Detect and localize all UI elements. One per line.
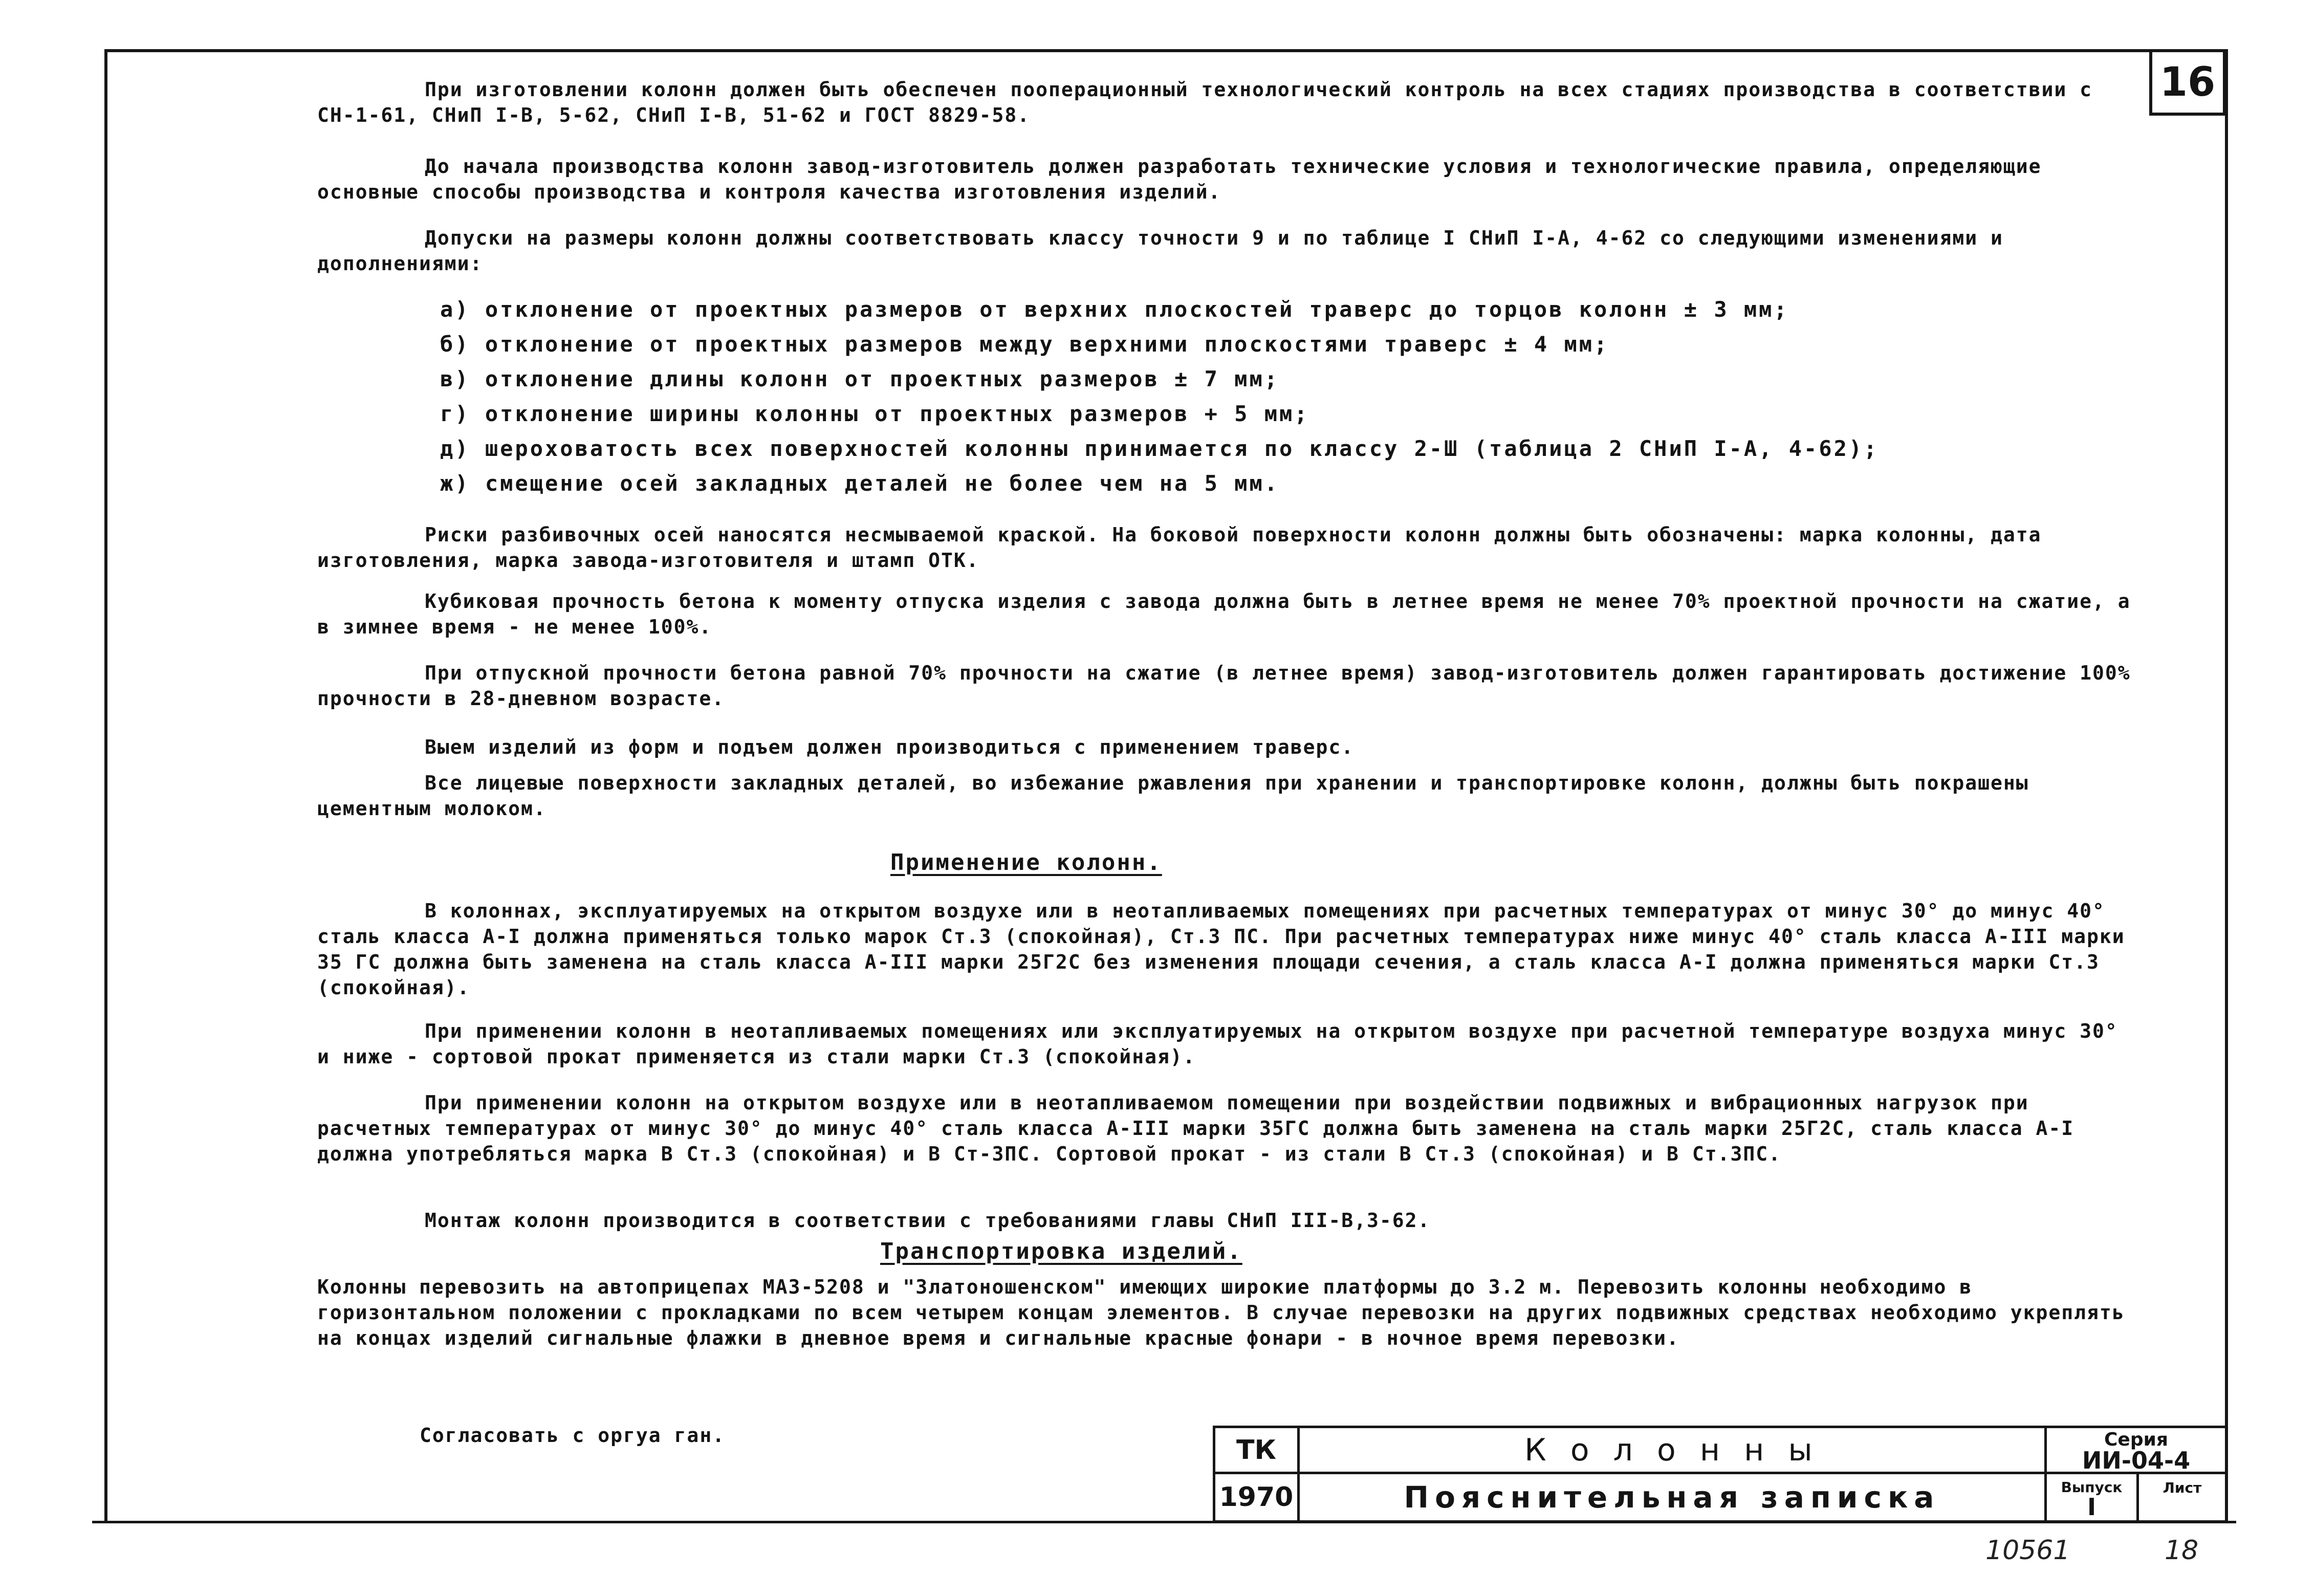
paragraph-application-steel: В колоннах, эксплуатируемых на открытом воздухе или в неотапливаемых помещениях при расчетных температурах от минус 30° до минус 40° сталь класса А-I должна применяться только марок Ст.3 (спокойная), Ст.3 ПС. При расчетных температурах ниже минус 40° сталь класса А-III марки 35 ГС должна быть заменена на сталь класса А-III марки 25Г2С без изменения площади сечения, а сталь класса А-I должна применяться марки Ст.3 (спокойная).	[317, 900, 2138, 999]
page-count: 18	[2165, 1535, 2199, 1566]
tolerance-item: а) отклонение от проектных размеров от верхних плоскостей траверс до торцов колонн ± 3 мм;	[440, 297, 1789, 322]
paragraph-application-rolled: При применении колонн в неотапливаемых помещениях или эксплуатируемых на открытом воздухе при расчетной температуре воздуха минус 30° и ниже - сортовой прокат применяется из стали марки Ст.3 (спокойная).	[317, 1020, 2131, 1068]
agreement-note: Согласовать с оргуа ган.	[420, 1424, 726, 1447]
paragraph-mounting: Монтаж колонн производится в соответствии с требованиями главы СНиП III-В,3-62.	[425, 1209, 1431, 1232]
title-block-issue	[2044, 1472, 2139, 1523]
section-heading-transport: Транспортировка изделий.	[880, 1238, 1242, 1264]
series-label: Серия	[2104, 1429, 2168, 1450]
tolerance-item: д) шероховатость всех поверхностей колонны принимается по классу 2-Ш (таблица 2 СНиП I-А, 4-62);	[440, 436, 1879, 461]
tolerance-item: б) отклонение от проектных размеров между верхними плоскостями траверс ± 4 мм;	[440, 332, 1609, 357]
tolerance-item: г) отклонение ширины колонны от проектных размеров + 5 мм;	[440, 401, 1309, 426]
paragraph-lifting: Выем изделий из форм и подъем должен производиться с применением траверс.	[425, 736, 1355, 758]
tolerance-item: ж) смещение осей закладных деталей не более чем на 5 мм.	[440, 471, 1280, 496]
paragraph-coating: Все лицевые поверхности закладных деталей, во избежание ржавления при хранении и транспортировке колонн, должны быть покрашены цементным молоком.	[317, 772, 2042, 820]
paragraph-strength: Кубиковая прочность бетона к моменту отпуска изделия с завода должна быть в летнее время не менее 70% проектной прочности на сжатие, а в зимнее время - не менее 100%.	[317, 590, 2144, 638]
title-block-org: ТК	[1213, 1426, 1300, 1474]
title-block-title: К о л о н н ы	[1297, 1426, 2047, 1474]
series-value: ИИ-04-4	[2082, 1446, 2191, 1474]
paragraph-transport: Колонны перевозить на автоприцепах МАЗ-5208 и "Златоношенском" имеющих широкие платформы до 3.2 м. Перевозить колонны необходимо в горизонтальном положении с прокладками по всем четырем концам элементов. В случае перевозки на других подвижных средствах необходимо укреплять на концах изделий сигнальные флажки в дневное время и сигнальные красные фонари - в ночное время перевозки.	[317, 1276, 2138, 1349]
paragraph-markings: Риски разбивочных осей наносятся несмываемой краской. На боковой поверхности колонн должны быть обозначены: марка колонны, дата изготовления, марка завода-изготовителя и штамп ОТК.	[317, 523, 2055, 572]
sheet-number: 16	[2149, 49, 2226, 116]
archive-number: 10561	[1985, 1535, 2070, 1566]
issue-value: I	[2087, 1493, 2096, 1521]
title-block	[1213, 1426, 2228, 1523]
title-block-subtitle: Пояснительная записка	[1297, 1472, 2047, 1523]
paragraph-tolerances-intro: Допуски на размеры колонн должны соответствовать классу точности 9 и по таблице I СНиП I-А, 4-62 со следующими изменениями и дополнениями:	[317, 227, 2016, 275]
tolerance-item: в) отклонение длины колонн от проектных размеров ± 7 мм;	[440, 366, 1280, 391]
paragraph-application-dynamic: При применении колонн на открытом воздухе или в неотапливаемом помещении при воздействии подвижных и вибрационных нагрузок при расчетных температурах от минус 30° до минус 40° сталь класса А-III марки 35ГС должна быть заменена на сталь марки 25Г2С, сталь класса А-I должна употребляться марка В Ст.3 (спокойная) и В Ст-3ПС. Сортовой прокат - из стали В Ст.3 (спокойная) и В Ст.3ПС.	[317, 1091, 2087, 1165]
title-block-year: 1970	[1213, 1472, 1300, 1523]
paragraph-release: При отпускной прочности бетона равной 70% прочности на сжатие (в летнее время) завод-изготовитель должен гарантировать достижение 100% прочности в 28-дневном возрасте.	[317, 662, 2144, 710]
paragraph-control: При изготовлении колонн должен быть обеспечен пооперационный технологический контроль на всех стадиях производства в соответствии с СН-1-61, СНиП I-В, 5-62, СНиП I-В, 51-62 и ГОСТ 8829-58.	[317, 78, 2105, 126]
title-block-sheet	[2136, 1472, 2228, 1523]
section-heading-application: Применение колонн.	[890, 849, 1162, 876]
issue-label: Выпуск	[2061, 1479, 2123, 1496]
paragraph-specs: До начала производства колонн завод-изготовитель должен разработать технические условия и технологические правила, определяющие основные способы производства и контроля качества изготовления изделий.	[317, 155, 2055, 203]
sheet-label: Лист	[2163, 1479, 2202, 1496]
title-block-series	[2044, 1426, 2228, 1474]
